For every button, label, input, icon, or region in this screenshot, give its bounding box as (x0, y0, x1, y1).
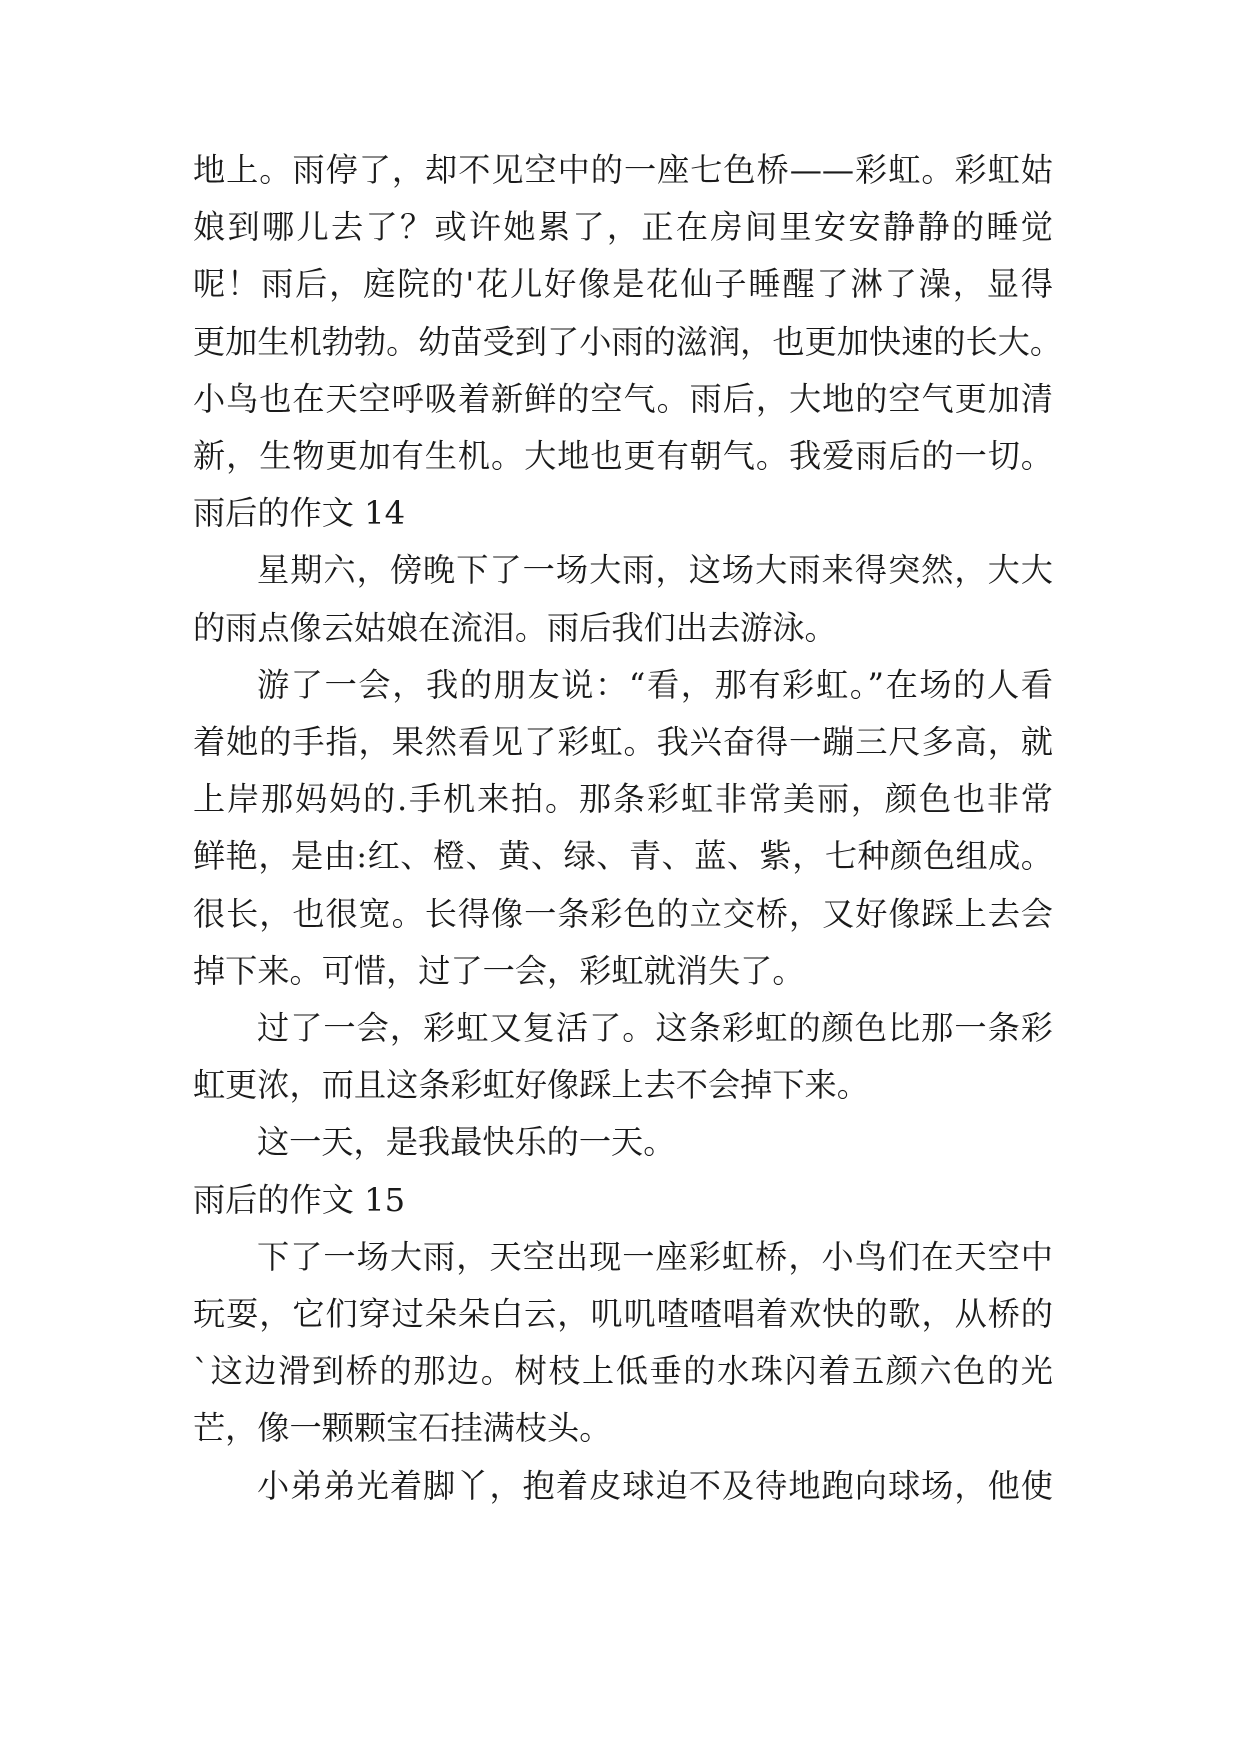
text-line: 这一天，是我最快乐的一天。 (257, 1123, 676, 1162)
text-line: 掉下来。可惜，过了一会，彩虹就消失了。 (193, 951, 805, 990)
text-line: 呢！雨后，庭院的'花儿好像是花仙子睡醒了淋了澡，显得 (193, 265, 1053, 304)
text-line: 虹更浓，而且这条彩虹好像踩上去不会掉下来。 (193, 1066, 869, 1105)
text-line: 下了一场大雨，天空出现一座彩虹桥，小鸟们在天空中 (257, 1237, 1053, 1276)
text-line: 上岸那妈妈的.手机来拍。那条彩虹非常美丽，颜色也非常 (193, 780, 1053, 819)
text-line: 很长，也很宽。长得像一条彩色的立交桥，又好像踩上去会 (193, 894, 1053, 933)
text-line: 玩耍，它们穿过朵朵白云，叽叽喳喳唱着欢快的歌，从桥的 (193, 1295, 1053, 1333)
text-line: 的雨点像云姑娘在流泪。雨后我们出去游泳。 (193, 608, 837, 647)
text-line: 新，生物更加有生机。大地也更有朝气。我爱雨后的一切。 (193, 437, 1053, 475)
text-line: 鲜艳，是由:红、橙、黄、绿、青、蓝、紫，七种颜色组成。 (193, 837, 1053, 876)
section-heading: 雨后的作文 14 (193, 494, 406, 533)
text-line: 星期六，傍晚下了一场大雨，这场大雨来得突然，大大 (257, 551, 1053, 590)
text-line: 小鸟也在天空呼吸着新鲜的空气。雨后，大地的空气更加清 (193, 379, 1053, 418)
text-line: 着她的手指，果然看见了彩虹。我兴奋得一蹦三尺多高，就 (193, 723, 1053, 761)
text-line: 游了一会，我的朋友说：“看，那有彩虹。”在场的人看 (257, 665, 1053, 704)
text-line: 地上。雨停了，却不见空中的一座七色桥——彩虹。彩虹姑 (193, 151, 1053, 189)
text-line: 小弟弟光着脚丫，抱着皮球迫不及待地跑向球场，他使 (257, 1466, 1053, 1505)
text-line: 过了一会，彩虹又复活了。这条彩虹的颜色比那一条彩 (257, 1009, 1053, 1047)
text-line: 娘到哪儿去了？或许她累了，正在房间里安安静静的睡觉 (193, 208, 1053, 247)
text-line: 更加生机勃勃。幼苗受到了小雨的滋润，也更加快速的长大。 (193, 322, 1063, 361)
text-line: 芒，像一颗颗宝石挂满枝头。 (193, 1409, 612, 1448)
section-heading: 雨后的作文 15 (193, 1180, 406, 1219)
text-line: `这边滑到桥的那边。树枝上低垂的水珠闪着五颜六色的光 (193, 1352, 1053, 1391)
